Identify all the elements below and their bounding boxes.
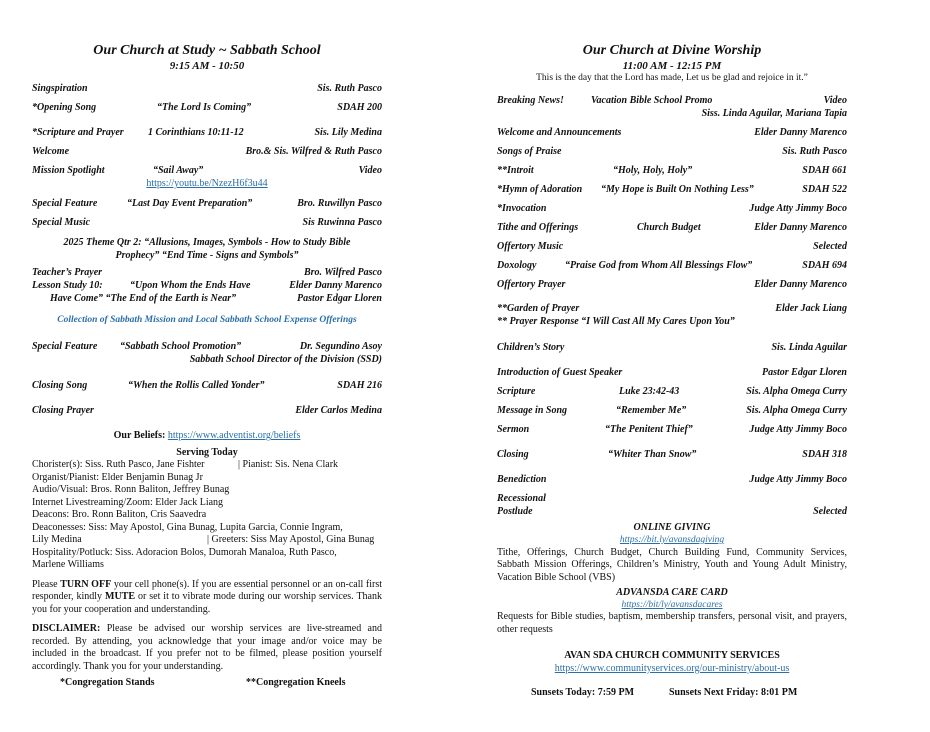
congregation-legend: *Congregation Stands **Congregation Kneels <box>60 677 346 689</box>
program-row-scripture-prayer: *Scripture and Prayer 1 Corinthians 10:11-12 Sis. Lily Medina <box>32 127 382 139</box>
phone-notice: Please TURN OFF your cell phone(s). If you are essential personnel or an on-call first responder, kindly MUTE or set it to vibrate mode during our worship services. Thank you for your cooperation and understanding. <box>32 578 383 615</box>
program-row-benediction: Benediction Judge Atty Jimmy Boco <box>497 474 847 486</box>
program-row-welcome-announcements: Welcome and Announcements Elder Danny Marenco <box>497 127 847 139</box>
program-row-mission-spotlight: Mission Spotlight “Sail Away” Video <box>32 165 382 177</box>
program-row-invocation: *Invocation Judge Atty Jimmy Boco <box>497 203 847 215</box>
quarter-theme: 2025 Theme Qtr 2: “Allusions, Images, Symbols - How to Study Bible Prophecy” “End Time - Signs and Symbols” <box>63 237 351 261</box>
breaking-news-presenters: Siss. Linda Aguilar, Mariana Tapia <box>701 108 847 120</box>
sabbath-school-column <box>32 42 382 690</box>
divine-worship-title: Our Church at Divine Worship <box>582 43 762 58</box>
serving-list: Chorister(s): Siss. Ruth Pasco, Jane Fishter | Pianist: Sis. Nena Clark Organist/Pianist: Elder Benjamin Bunag Jr Audio/Visual: Bros. Ronn Baliton, Jeffrey Bunag Internet Livestreaming/Zoom: Elder Jack Liang Deacons: Bro. Ronn Baliton, Cris Saavedra Deaconesses: Siss: May Apostol, Gina Bunag, Lupita Garcia, Connie Ingram, Lily Medina | Greeters: Siss May Apostol, Gina Bunag Hospitality/Potluck: Siss. Adoracion Bolos, Dumorah Manaloa, Ruth Pasco, Marlene Williams <box>32 459 375 571</box>
program-row-closing-prayer: Closing Prayer Elder Carlos Medina <box>32 405 382 417</box>
program-row-lesson-study-cont: Have Come” “The End of the Earth is Near” Pastor Edgar Lloren <box>50 293 382 305</box>
beliefs-line: Our Beliefs: https://www.adventist.org/beliefs <box>113 430 301 442</box>
program-row-childrens-story: Children’s Story Sis. Linda Aguilar <box>497 342 847 354</box>
care-card-link[interactable]: https://bit/ly/avansdacares <box>621 599 723 610</box>
program-row-offertory-music: Offertory Music Selected <box>497 241 847 253</box>
program-row-closing-song: Closing Song “When the Rollis Called Yonder” SDAH 216 <box>32 380 382 392</box>
program-row-special-feature: Special Feature “Last Day Event Preparation” Bro. Ruwillyn Pasco <box>32 198 382 210</box>
program-row-postlude: Postlude Selected <box>497 506 847 518</box>
program-row-sermon: Sermon “The Penitent Thief” Judge Atty Jimmy Boco <box>497 424 847 436</box>
sabbath-school-time: 9:15 AM - 10:50 <box>169 59 245 72</box>
community-services-heading: AVAN SDA CHURCH COMMUNITY SERVICES <box>564 650 780 662</box>
program-row-closing: Closing “Whiter Than Snow” SDAH 318 <box>497 449 847 461</box>
sunset-times: Sunsets Today: 7:59 PM Sunsets Next Friday: 8:01 PM <box>531 687 798 699</box>
program-row-recessional: Recessional <box>497 493 546 505</box>
special-feature-2-subtitle: Sabbath School Director of the Division (SSD) <box>189 354 382 366</box>
program-row-special-music: Special Music Sis Ruwinna Pasco <box>32 217 382 229</box>
program-row-songs-of-praise: Songs of Praise Sis. Ruth Pasco <box>497 146 847 158</box>
online-giving-text: Tithe, Offerings, Church Budget, Church Building Fund, Community Services, Sabbath Mission Offerings, Children’s Ministry, Youth and Young Adult Ministry, Vacation Bible School (VBS) <box>497 546 847 583</box>
care-card-heading: ADVANSDA CARE CARD <box>616 587 728 598</box>
community-services-link[interactable]: https://www.communityservices.org/our-ministry/about-us <box>554 662 790 674</box>
program-row-teachers-prayer: Teacher’s Prayer Bro. Wilfred Pasco <box>32 267 382 279</box>
program-row-opening-song: *Opening Song “The Lord Is Coming” SDAH 200 <box>32 102 382 114</box>
divine-worship-column <box>497 42 847 700</box>
opening-verse: This is the day that the Lord has made, Let us be glad and rejoice in it.” <box>536 73 808 84</box>
program-row-breaking-news: Breaking News! Vacation Bible School Promo Video <box>497 95 847 107</box>
program-row-scripture: Scripture Luke 23:42-43 Sis. Alpha Omega Curry <box>497 386 847 398</box>
program-row-doxology: Doxology “Praise God from Whom All Blessings Flow” SDAH 694 <box>497 260 847 272</box>
divine-worship-time: 11:00 AM - 12:15 PM <box>622 59 722 72</box>
online-giving-heading: ONLINE GIVING <box>633 522 711 534</box>
program-row-tithe-offerings: Tithe and Offerings Church Budget Elder Danny Marenco <box>497 222 847 234</box>
program-row-welcome: Welcome Bro.& Sis. Wilfred & Ruth Pasco <box>32 146 382 158</box>
program-row-lesson-study: Lesson Study 10: “Upon Whom the Ends Have Elder Danny Marenco <box>32 280 382 292</box>
care-card-text: Requests for Bible studies, baptism, membership transfers, personal visit, and prayers, other requests <box>497 611 847 635</box>
beliefs-link[interactable]: https://www.adventist.org/beliefs <box>167 430 301 442</box>
program-row-prayer-response: ** Prayer Response “I Will Cast All My Cares Upon You” <box>497 316 735 328</box>
program-row-offertory-prayer: Offertory Prayer Elder Danny Marenco <box>497 279 847 291</box>
sabbath-school-title: Our Church at Study ~ Sabbath School <box>93 43 321 58</box>
program-row-garden-of-prayer: **Garden of Prayer Elder Jack Liang <box>497 303 847 315</box>
program-row-hymn-of-adoration: *Hymn of Adoration “My Hope is Built On Nothing Less” SDAH 522 <box>497 184 847 196</box>
program-row-message-in-song: Message in Song “Remember Me” Sis. Alpha Omega Curry <box>497 405 847 417</box>
online-giving-link[interactable]: https://bit.ly/avansdagiving <box>619 534 725 545</box>
collection-note: Collection of Sabbath Mission and Local Sabbath School Expense Offerings <box>57 315 357 326</box>
program-row-singspiration: Singspiration Sis. Ruth Pasco <box>32 83 382 95</box>
serving-today-heading: Serving Today <box>176 446 238 458</box>
program-row-introit: **Introit “Holy, Holy, Holy” SDAH 661 <box>497 165 847 177</box>
mission-video-link[interactable]: https://youtu.be/NzezH6f3u44 <box>146 178 268 190</box>
program-row-guest-speaker: Introduction of Guest Speaker Pastor Edgar Lloren <box>497 367 847 379</box>
disclaimer: DISCLAIMER: Please be advised our worship services are live-streamed and recorded. By attending, you acknowledge that your image and/or voice may be included in the broadcast. If you prefer not to be filmed, please position yourself accordingly. Thank you for your understanding. <box>32 623 382 672</box>
program-row-special-feature-2: Special Feature “Sabbath School Promotion” Dr. Segundino Asoy <box>32 341 382 353</box>
